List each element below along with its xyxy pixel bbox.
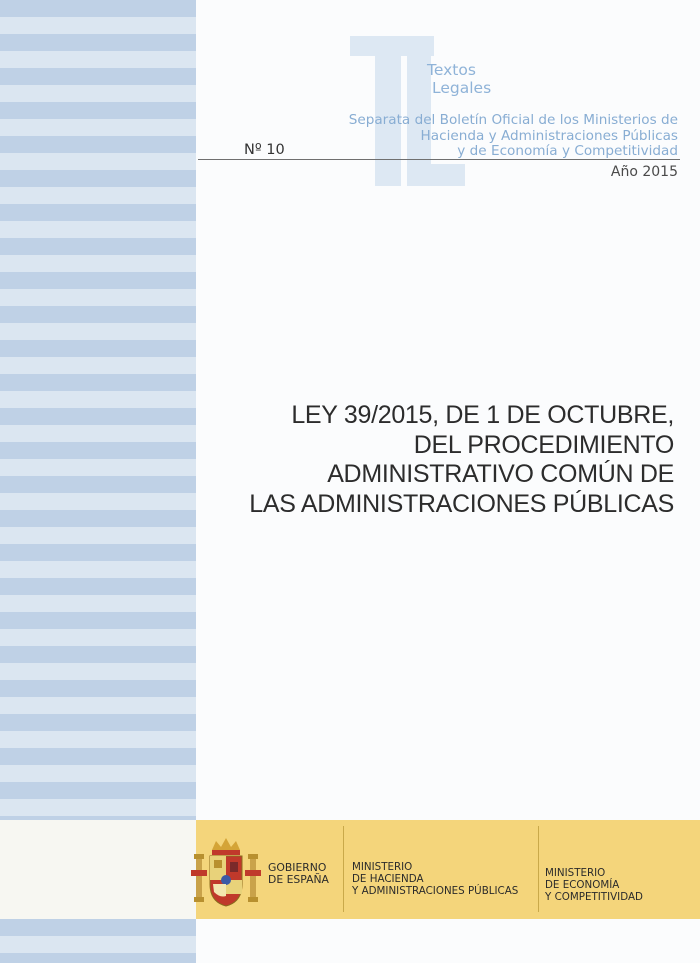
publication-year: Año 2015: [610, 164, 678, 180]
tl-logo: [0, 0, 700, 200]
footer-line: Y COMPETITIVIDAD: [545, 890, 643, 903]
main-title-line: DEL PROCEDIMIENTO: [413, 430, 674, 459]
subtitle-line: Separata del Boletín Oficial de los Ministerios de: [348, 112, 678, 128]
bottom-stripes: [0, 919, 196, 963]
gobierno-de-espana-label: [268, 862, 329, 886]
ministerio-hacienda-label: [352, 862, 518, 897]
ministerio-economia-label: [545, 868, 643, 903]
footer-line: MINISTERIO: [352, 861, 413, 873]
footer-divider: [343, 826, 344, 912]
main-title-line: LAS ADMINISTRACIONES PÚBLICAS: [249, 489, 674, 518]
header-rule: [198, 159, 680, 160]
subtitle-line: Hacienda y Administraciones Públicas: [420, 127, 678, 144]
footer-line: DE ECONOMÍA: [545, 878, 620, 891]
subtitle-line: y de Economía y Competitividad: [457, 143, 678, 160]
main-title-line: ADMINISTRATIVO COMÚN DE: [327, 460, 674, 488]
footer-line: MINISTERIO: [545, 867, 606, 879]
footer-left-panel: [0, 820, 196, 919]
main-title: [204, 401, 674, 519]
footer-line: DE ESPAÑA: [268, 872, 329, 886]
series-subtitle: [258, 113, 678, 160]
spain-coat-of-arms-icon: [190, 836, 262, 910]
footer-line: DE HACIENDA: [352, 872, 424, 885]
footer-line: GOBIERNO: [268, 861, 327, 874]
issue-number: Nº 10: [244, 142, 285, 158]
footer-line: Y ADMINISTRACIONES PÚBLICAS: [352, 884, 519, 897]
series-title-line2: Legales: [432, 79, 492, 97]
series-title-line1: Textos: [427, 61, 476, 79]
footer-divider: [538, 826, 539, 912]
main-title-line: LEY 39/2015, DE 1 DE OCTUBRE,: [291, 401, 674, 429]
